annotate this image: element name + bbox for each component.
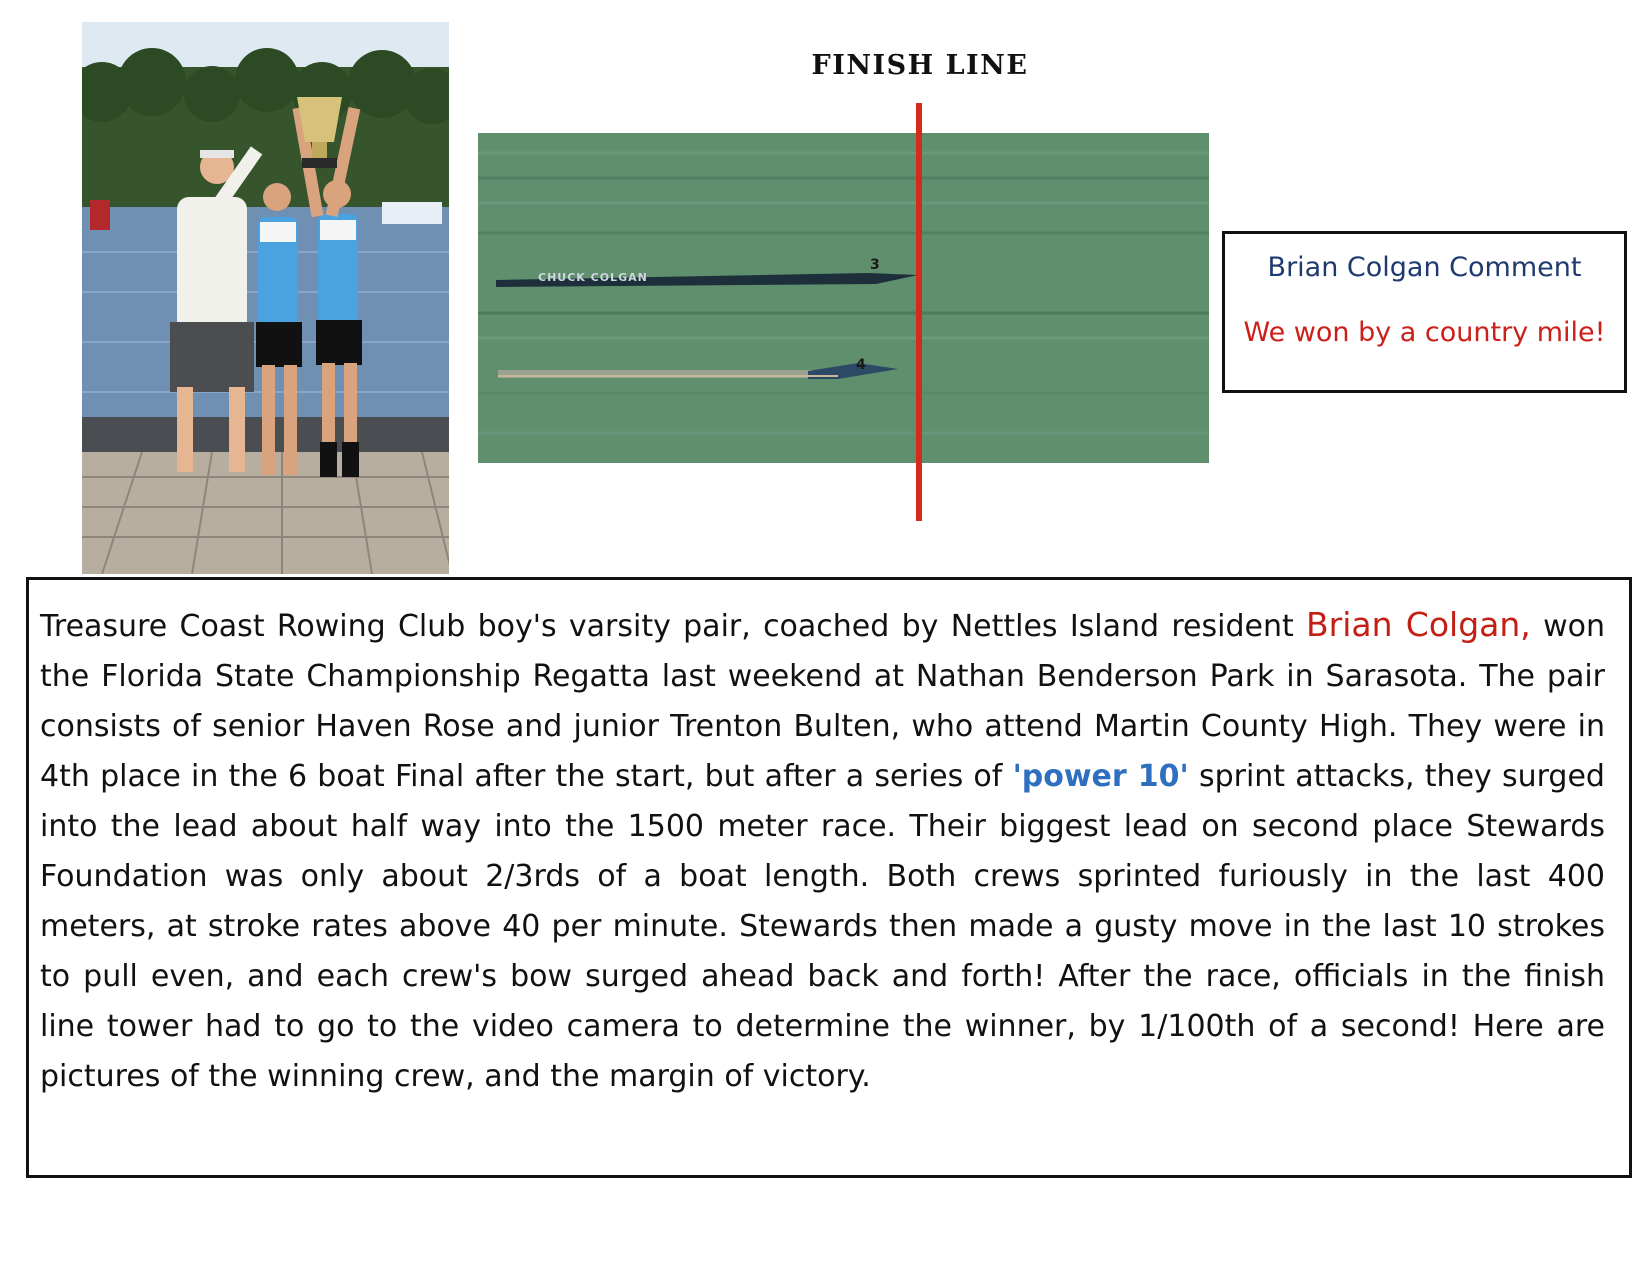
comment-box [1222,231,1627,393]
comment-text: We won by a country mile! [1243,317,1606,348]
finish-photo [478,133,1209,463]
boat-4-number: 4 [856,357,866,373]
article-box [26,577,1632,1178]
finish-line-marker [916,103,922,521]
power-10-highlight: 'power 10' [1012,759,1189,794]
boat-3-name: CHUCK COLGAN [538,271,648,284]
article-part-2: won the Florida State Championship Regatta last weekend at Nathan Benderson Park in Sarasota. The pair consists of senior Haven Rose and junior Trenton Bulten, who attend Martin County High. They were in 4th place in the 6 boat Final after the start, but after a series of [40,609,1605,794]
article-part-3: sprint attacks, they surged into the lead about half way into the 1500 meter race. Their biggest lead on second place Stewards Foundation was only about 2/3rds of a boat length. Both crews sprinted furiously in the last 400 meters, at stroke rates above 40 per minute. Stewards then made a gusty move in the last 10 strokes to pull even, and each crew's bow surged ahead back and forth! After the race, officials in the finish line tower had to go to the video camera to determine the winner, by 1/100th of a second! Here are pictures of the winning crew, and the margin of victory. [40,759,1605,1094]
boat-3-number: 3 [870,257,880,273]
article-text [40,600,1605,1102]
finish-line-caption: FINISH LINE [811,50,1029,81]
team-photo [82,22,449,574]
comment-title: Brian Colgan Comment [1267,252,1582,283]
finish-photo-illustration [478,133,1209,463]
coach-name-highlight: Brian Colgan, [1306,605,1531,644]
team-photo-illustration [82,22,449,574]
article-part-1: Treasure Coast Rowing Club boy's varsity pair, coached by Nettles Island resident [40,609,1307,644]
